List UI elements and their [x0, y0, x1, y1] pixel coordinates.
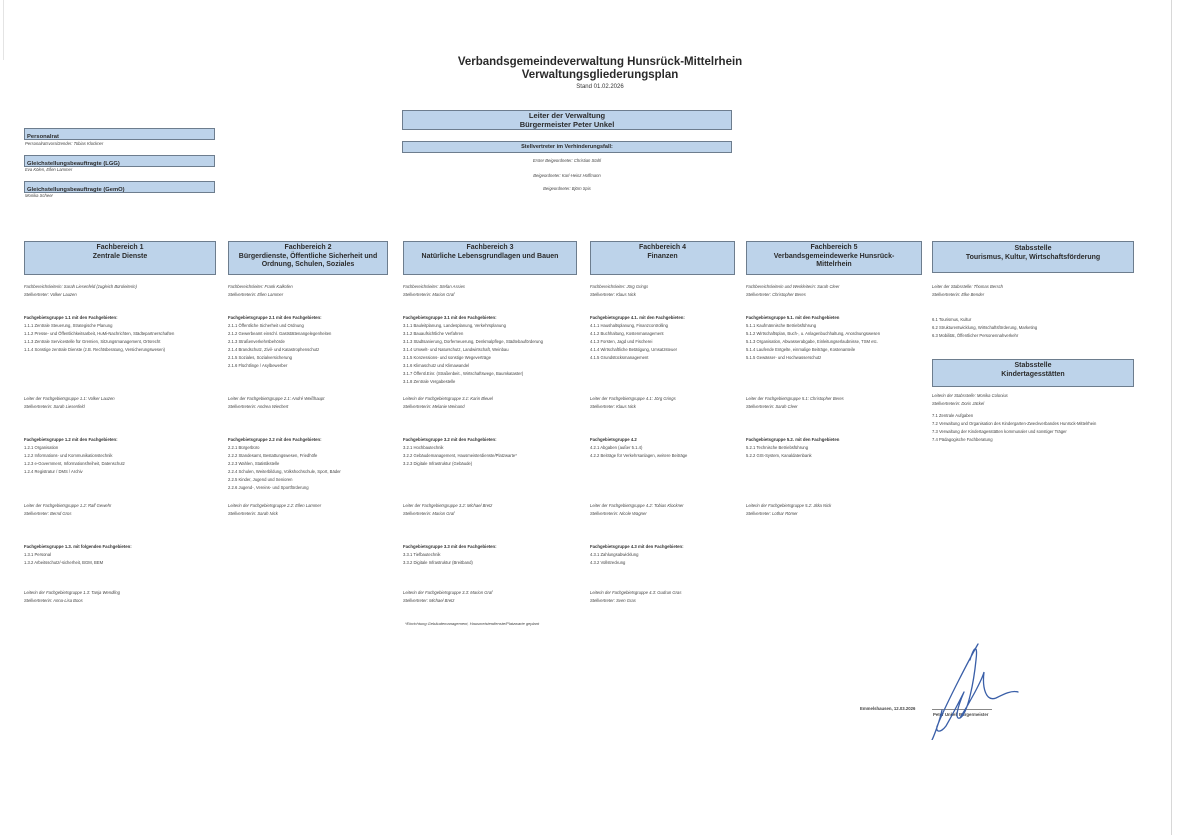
fb2-deputy: Stellvertreterin: Ellen Lammer — [228, 292, 284, 297]
fgg-1-1 — [24, 314, 216, 354]
fb5-leader: Fachbereichsleiterin und Werkleiterin: Sarah Cleer — [746, 284, 840, 289]
fgg-item: 1.2.2 Informations- und Kommunikationstechnik — [24, 453, 113, 458]
fgg-item: 3.1.2 Bauaufsichtliche Verfahren — [403, 331, 464, 336]
gleichstellung-gemo-box: Gleichstellungsbeauftragte (GemO) — [24, 181, 215, 193]
fb4-head1: Fachbereich 4 — [638, 244, 687, 251]
fb2-head1: Fachbereich 2 — [284, 244, 332, 251]
fgg-item: 1.2.3 e-Government, Informationsfreiheit, Datenschutz — [24, 461, 125, 466]
fgg-item: 1.1.4 Sonstige zentrale Dienste (z.B. Rechtsberatung, Versicherungswesen) — [24, 347, 166, 352]
fgg-5-2 — [746, 436, 922, 460]
fgg-1-1-leadership — [24, 395, 216, 411]
fgg-item: 1.2.4 Registratur / DMS / Archiv — [24, 469, 83, 474]
fgg-1-3-leadership — [24, 589, 216, 605]
fgg-title: Fachgebietsgruppe 4.2 — [590, 437, 637, 442]
fgg-item: 5.2.1 Technische Betriebsführung — [746, 445, 809, 450]
fb2-head2: Bürgerdienste, Öffentliche Sicherheit und — [238, 252, 378, 260]
fgg-title: Fachgebietsgruppe 4.1. mit den Fachgebieten: — [590, 315, 685, 320]
stabsstelle-tourismus-header — [932, 241, 1134, 273]
fb3-leadership — [403, 283, 577, 299]
fgg-item: 3.1.1 Bauleitplanung, Landesplanung, Verkehrsplanung — [403, 323, 506, 328]
fgg-item: 3.1.7 Öffentl.Einr. (Straßenbeit., Wirtschaftswege, Baumkataster) — [403, 371, 524, 376]
fgg-item: 2.1.5 Soziales, Sozialversicherung — [228, 355, 293, 360]
st7-leader: Leiterin der Stabsstelle: Monika Colonius — [932, 393, 1008, 398]
fgg-item: 3.3.2 Digitale Infrastruktur (Breitband) — [403, 560, 473, 565]
fgg-leader: Leiterin der Fachgebietsgruppe 2.2: Ellen Lammer — [228, 503, 322, 508]
fgg-item: 2.1.6 Flüchtlinge / Asylbewerber — [228, 363, 288, 368]
fachbereich-2-header — [228, 241, 388, 275]
fgg-item: 1.3.2 Arbeitsschutz/-sicherheit, BGM, BEM — [24, 560, 104, 565]
fgg-3-1 — [403, 314, 577, 386]
deputy-1: Erster Beigeordneter: Christian Stahl — [532, 158, 602, 163]
st6-deputy: Stellvertreterin: Elke Bender — [932, 292, 985, 297]
fgg-5-1-leadership — [746, 395, 922, 411]
fgg-item: 2.1.1 Öffentliche Sicherheit und Ordnung — [228, 323, 304, 328]
fgg-item: 4.2.2 Beiträge für Verkehrsanlagen, weitere Beiträge — [590, 453, 688, 458]
fb2-leadership — [228, 283, 388, 299]
scan-edge-right — [1171, 0, 1172, 835]
fgg-item: 2.2.5 Kinder, Jugend und Senioren — [228, 477, 293, 482]
fgg-item: 4.1.3 Forsten, Jagd und Fischerei — [590, 339, 653, 344]
fgg-item: 5.1.2 Wirtschaftsplan, Buch-, u. Anlagenbuchhaltung, Anordnungswesen — [746, 331, 881, 336]
fgg-leader: Leiterin der Fachgebietsgruppe 4.3: Gudrun Gras — [590, 590, 682, 595]
personalrat-sub: Personalratsvorsitzender: Tobias Klockner — [25, 141, 104, 146]
fgg-title: Fachgebietsgruppe 1.3. mit folgenden Fachgebieten: — [24, 544, 132, 549]
fb1-leadership — [24, 283, 216, 299]
fachbereich-3 — [403, 241, 577, 631]
fachbereich-1 — [24, 241, 216, 621]
fgg-deputy: Stellvertreter: Michael Bretz — [403, 598, 455, 603]
fb4-head2: Finanzen — [647, 252, 678, 260]
st-item: 7.3 Verwaltung der Kindertagesstätten kommunaler und sonstiger Träger — [932, 429, 1067, 434]
fgg-item: 2.1.3 Straßenverkehrsbehörde — [228, 339, 285, 344]
fgg-deputy: Stellvertreter: Bernd Gros — [24, 511, 72, 516]
fgg-4-1-leadership — [590, 395, 735, 411]
fb5-head1: Fachbereich 5 — [810, 244, 858, 251]
fgg-3-3 — [403, 543, 577, 567]
st7-head2: Kindertagesstätten — [1001, 370, 1065, 378]
gleichstellung-lgg-sub: Eva Kölen, Ellen Lammer — [25, 167, 73, 172]
deputy-3: Beigeordneter: Björn Spis — [543, 186, 591, 191]
handwritten-signature-icon — [920, 640, 1020, 740]
fgg-4-2 — [590, 436, 735, 460]
fgg-1-3 — [24, 543, 216, 567]
fgg-leader: Leiterin der Fachgebietsgruppe 1.3: Tanja Wendling — [24, 590, 120, 595]
fgg-leader: Leiterin der Fachgebietsgruppe 5.2: Jitka Nick — [746, 503, 832, 508]
fgg-4-3-leadership — [590, 589, 735, 605]
fgg-deputy: Stellvertreter: Lothar Römer — [746, 511, 798, 516]
fb4-leadership — [590, 283, 735, 299]
fgg-title: Fachgebietsgruppe 2.2 mit den Fachgebieten: — [228, 437, 322, 442]
fgg-deputy: Stellvertreterin: Sarah Liesenfeld — [24, 404, 85, 409]
fgg-item: 2.1.2 Gewerbeamt einschl. Gaststättenangelegenheiten — [228, 331, 332, 336]
fb3-head1: Fachbereich 3 — [466, 244, 514, 251]
fgg-item: 2.2.6 Jugend-, Vereins- und Sportförderung — [228, 485, 309, 490]
fgg-1-2 — [24, 436, 216, 476]
fgg-leader: Leiter der Fachgebietsgruppe 1.1: Volker Lauzen — [24, 396, 115, 401]
fgg-deputy: Stellvertreter: Sven Gras — [590, 598, 636, 603]
fgg-deputy: Stellvertreter: Klaus Nick — [590, 404, 636, 409]
fgg-3-3-leadership — [403, 589, 577, 605]
gleichstellung-lgg-box: Gleichstellungsbeauftragte (LGG) — [24, 155, 215, 167]
fgg-item: 5.1.5 Gewässer- und Hochwasserschutz — [746, 355, 822, 360]
fgg-item: 3.2.2 Gebäudemanagement, Hausmeisterdienste/Platzwarte* — [403, 453, 517, 458]
stellvertreter-box: Stellvertreter im Verhinderungsfall: — [402, 141, 732, 153]
fgg-4-3 — [590, 543, 735, 567]
fgg-item: 4.3.2 Vollstreckung — [590, 560, 626, 565]
fachbereich-2 — [228, 241, 388, 541]
fgg-item: 3.1.8 Zentrale Vergabestelle — [403, 379, 456, 384]
stand-date: Stand 01.02.2026 — [576, 84, 624, 90]
fb1-deputy: Stellvertreter: Volker Lauzen — [24, 292, 77, 297]
st6-leadership — [932, 283, 1134, 299]
fb5-leadership — [746, 283, 922, 299]
fgg-item: 4.1.2 Buchhaltung, Kostenmanagement — [590, 331, 664, 336]
st7-items — [932, 412, 1134, 444]
fgg-deputy: Stellvertreterin: Sarah Nick — [228, 511, 278, 516]
fgg-leader: Leiter der Fachgebietsgruppe 4.2: Tobias Klockner — [590, 503, 684, 508]
fb5-head2: Verbandsgemeindewerke Hunsrück- — [773, 252, 895, 260]
fgg-leader: Leiter der Fachgebietsgruppe 3.2: Michael Bretz — [403, 503, 493, 508]
stabsstelle-kita-header — [932, 359, 1134, 387]
fgg-item: 3.1.6 Klimaschutz und Klimawandel — [403, 363, 470, 368]
fgg-title: Fachgebietsgruppe 3.1 mit den Fachgebieten: — [403, 315, 497, 320]
st7-leadership — [932, 392, 1134, 408]
fgg-item: 1.3.1 Personal — [24, 552, 52, 557]
fgg-title: Fachgebietsgruppe 5.2. mit den Fachgebieten — [746, 437, 840, 442]
leiter-line-1: Leiter der Verwaltung — [528, 111, 606, 120]
fb1-leader: Fachbereichsleiterin: Sarah Liesenfeld (zugleich Büroleiterin) — [24, 284, 137, 289]
fgg-item: 3.1.3 Stadtsanierung, Dorferneuerung, Denkmalpflege, Städtebauförderung — [403, 339, 543, 344]
fachbereich-1-header — [24, 241, 216, 275]
fachbereich-5 — [746, 241, 922, 541]
fgg-item: 1.1.3 Zentrale Servicestelle für Gremien, Sitzungsmanagement, Ortsrecht — [24, 339, 161, 344]
fgg-item: 4.1.5 Grundstücksmanagement — [590, 355, 649, 360]
fachbereich-4 — [590, 241, 735, 621]
fgg-leader: Leiter der Fachgebietsgruppe 4.1: Jörg Grings — [590, 396, 676, 401]
st7-deputy: Stellvertreterin: Doris Jäckel — [932, 401, 985, 406]
fgg-4-2-leadership — [590, 502, 735, 518]
fachbereich-4-header — [590, 241, 735, 275]
fgg-deputy: Stellvertreterin: Marion Graf — [403, 511, 455, 516]
fgg-item: 3.2.1 Hochbautechnik — [403, 445, 444, 450]
fb4-leader: Fachbereichsleiter: Jörg Grings — [590, 284, 649, 289]
fgg-item: 5.1.3 Organisation, Abwasserabgabe, Einleitungserlaubnisse, TSM etc. — [746, 339, 878, 344]
fgg-5-1 — [746, 314, 922, 362]
st-item: 7.2 Verwaltung und Organisation des Kindergarten-Zweckverbandes Hunrück-Mittelrhein — [932, 421, 1097, 426]
fachbereich-3-header — [403, 241, 577, 275]
fgg-item: 2.2.3 Wahlen, Statistikstelle — [228, 461, 280, 466]
deputy-2: Beigeordneter: Karl-Heinz Hoffmann — [533, 173, 601, 178]
st-item: 7.4 Pädagogische Fachberatung — [932, 437, 993, 442]
fgg-2-2 — [228, 436, 388, 492]
fgg-item: 5.1.1 Kaufmännische Betriebsführung — [746, 323, 817, 328]
title-line-1: Verbandsgemeindeverwaltung Hunsrück-Mittelrhein — [457, 56, 743, 68]
fb2-head3: Ordnung, Schulen, Soziales — [261, 261, 355, 268]
stabsstelle-tourismus — [932, 241, 1134, 481]
signature-place-date: Emmelshausen, 12.03.2026 — [860, 706, 916, 711]
fgg-3-2-leadership — [403, 502, 577, 518]
fb2-leader: Fachbereichsleiter: Frank Kalkofen — [228, 284, 293, 289]
fgg-1-2-leadership — [24, 502, 216, 518]
fgg-item: 1.1.1 Zentrale Steuerung, Strategische Planung — [24, 323, 113, 328]
leiter-der-verwaltung-box — [402, 110, 732, 130]
fgg-deputy: Stellvertreterin: Andrea Wiechert — [228, 404, 289, 409]
fgg-item: 1.2.1 Organisation — [24, 445, 59, 450]
fgg-title: Fachgebietsgruppe 1.1 mit den Fachgebieten: — [24, 315, 118, 320]
fgg-item: 4.3.1 Zahlungsabwicklung — [590, 552, 639, 557]
fgg-item: 4.2.1 Abgaben (außer 5.1.4) — [590, 445, 643, 450]
fgg-item: 3.1.5 Konzessions- und sonstige Wegeverträge — [403, 355, 491, 360]
fgg-title: Fachgebietsgruppe 3.2 mit den Fachgebieten: — [403, 437, 497, 442]
st-item: 6.3 Mobilität, Öffentlicher Personennahverkehr — [932, 333, 1019, 338]
fgg-deputy: Stellvertreterin: Nicole Wagner — [590, 511, 647, 516]
st-item: 6.1 Tourismus, Kultur — [932, 317, 972, 322]
fb5-head3: Mittelrhein — [816, 261, 852, 268]
st6-leader: Leiter der Stabsstelle: Thomas Bersch — [932, 284, 1003, 289]
st6-items — [932, 316, 1134, 340]
fgg-title: Fachgebietsgruppe 3.3 mit den Fachgebieten: — [403, 544, 497, 549]
fgg-2-1 — [228, 314, 388, 370]
fgg-item: 5.1.4 Laufende Entgelte, einmalige Beiträge, Kostenanteile — [746, 347, 856, 352]
scan-edge-left — [3, 0, 4, 60]
fgg-leader: Leiter der Fachgebietsgruppe 5.1: Christopher Beres — [746, 396, 844, 401]
fgg-deputy: Stellvertreterin: Anna-Lisa Boos — [24, 598, 83, 603]
fgg-item: 3.1.4 Umwelt- und Naturschutz, Landwirtschaft, Weinbau — [403, 347, 509, 352]
fgg-item: 5.2.2 GIS-System, Kanaldatenbank — [746, 453, 812, 458]
fgg-item: 2.2.2 Standesamt, Bestattungswesen, Friedhöfe — [228, 453, 318, 458]
fgg-item: 2.1.4 Brandschutz, Zivil- und Katastrophenschutz — [228, 347, 320, 352]
signature-name: Peter Unkel, Bürgermeister — [933, 712, 989, 717]
fgg-leader: Leiter der Fachgebietsgruppe 1.2: Ralf Gewehr — [24, 503, 112, 508]
st7-head1: Stabsstelle — [1014, 362, 1052, 369]
stabsstelle-kita — [932, 359, 1134, 444]
fgg-leader: Leiter der Fachgebietsgruppe 2.1: André Weißhaupt — [228, 396, 325, 401]
fb4-deputy: Stellvertreter: Klaus Nick — [590, 292, 636, 297]
fgg-item: 3.3.1 Tiefbautechnik — [403, 552, 441, 557]
title-line-2: Verwaltungsgliederungsplan — [521, 69, 679, 81]
fgg-title: Fachgebietsgruppe 1.2 mit den Fachgebieten: — [24, 437, 118, 442]
fgg-deputy: Stellvertreterin: Melanie Weinand — [403, 404, 465, 409]
st6-head2: Tourismus, Kultur, Wirtschaftsförderung — [965, 253, 1101, 261]
fgg-4-1 — [590, 314, 735, 362]
fgg-5-2-leadership — [746, 502, 922, 518]
leiter-line-2: Bürgermeister Peter Unkel — [519, 119, 615, 129]
fb1-head1: Fachbereich 1 — [96, 244, 144, 251]
fgg-item: 1.1.2 Presse- und Öffentlichkeitsarbeit, HuMi-Nachrichten, Städtepartnerschaften — [24, 331, 175, 336]
st6-head1: Stabsstelle — [1014, 245, 1052, 252]
fgg-2-2-leadership — [228, 502, 388, 518]
st-item: 7.1 Zentrale Aufgaben — [932, 413, 974, 418]
fgg-title: Fachgebietsgruppe 5.1. mit den Fachgebieten — [746, 315, 840, 320]
fgg-item: 4.1.4 Wirtschaftliche Betätigung, Umsatzsteuer — [590, 347, 678, 352]
fgg-item: 2.2.4 Schulen, Weiterbildung, Volkshochschule, Sport, Bäder — [228, 469, 341, 474]
fgg-2-1-leadership — [228, 395, 388, 411]
fgg-title: Fachgebietsgruppe 2.1 mit den Fachgebieten: — [228, 315, 322, 320]
fb1-head2: Zentrale Dienste — [92, 252, 148, 260]
gleichstellung-gemo-sub: Monika Scheer — [25, 193, 53, 198]
fgg-3-2 — [403, 436, 577, 468]
fgg-item: 3.2.3 Digitale Infrastruktur (Gebäude) — [403, 461, 473, 466]
footnote: *Einrichtung Gebäudemanagement, Hausmeisterdienste/Platzwarte geplant — [405, 621, 540, 626]
fgg-deputy: Stellvertreterin: Sarah Cleer — [746, 404, 798, 409]
fgg-item: 4.1.1 Haushaltsplanung, Finanzcontrolling — [590, 323, 668, 328]
fgg-leader: Leiterin der Fachgebietsgruppe 3.3: Marion Graf — [403, 590, 493, 595]
fgg-3-1-leadership — [403, 395, 577, 411]
document-title — [400, 56, 800, 82]
fgg-title: Fachgebietsgruppe 4.3 mit den Fachgebieten: — [590, 544, 684, 549]
fb3-head2: Natürliche Lebensgrundlagen und Bauen — [421, 252, 559, 260]
fgg-leader: Leiterin der Fachgebietsgruppe 3.1: Karin Bleuel — [403, 396, 493, 401]
fachbereich-5-header — [746, 241, 922, 275]
fb5-deputy: Stellvertreter: Christopher Beres — [746, 292, 806, 297]
fb3-deputy: Stellvertreterin: Marion Graf — [403, 292, 455, 297]
st-item: 6.2 Strukturentwicklung, Wirtschaftsförderung, Marketing — [932, 325, 1038, 330]
personalrat-box: Personalrat — [24, 128, 215, 140]
fb3-leader: Fachbereichsleiter: Stefan Assies — [403, 284, 465, 289]
fgg-item: 2.2.1 Bürgerbüro — [228, 445, 260, 450]
